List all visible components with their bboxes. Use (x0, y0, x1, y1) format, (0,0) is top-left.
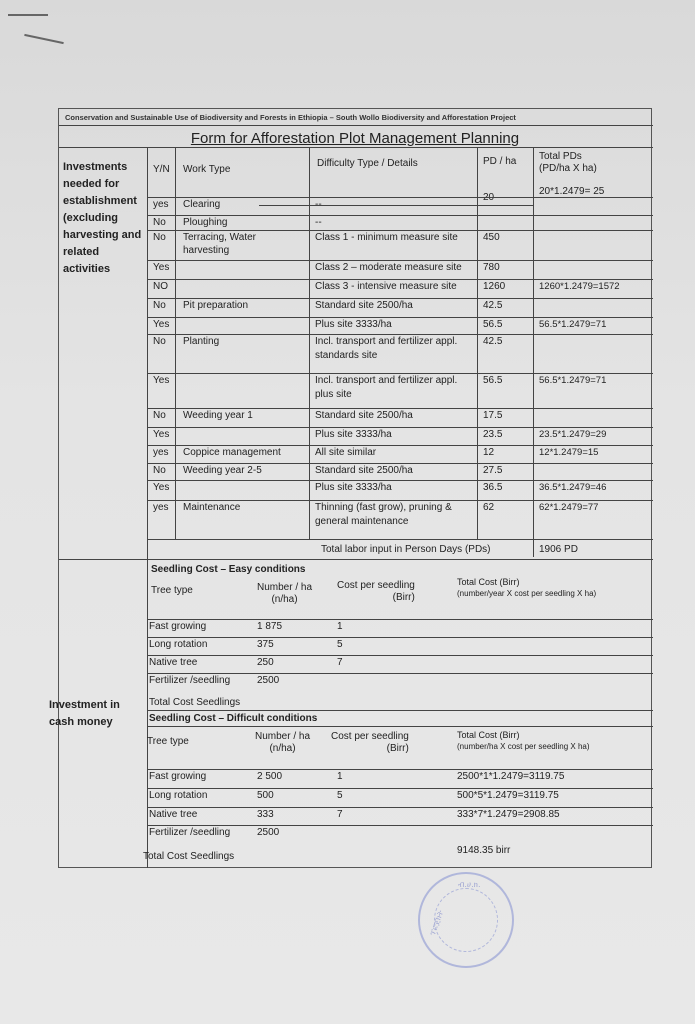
seedling-cost: 7 (337, 809, 343, 820)
rule (59, 147, 653, 148)
rule (259, 205, 533, 206)
row-work-type: Ploughing (183, 217, 228, 228)
easy-h-number: Number / ha (n/ha) (257, 582, 313, 605)
row-yn: No (153, 465, 166, 476)
seedling-type: Native tree (149, 809, 198, 820)
row-detail: Class 3 - intensive measure site (315, 281, 457, 292)
header-difficulty: Difficulty Type / Details (317, 158, 418, 169)
rule (147, 788, 653, 789)
row-detail: Standard site 2500/ha (315, 465, 413, 476)
row-pd: 36.5 (483, 482, 503, 493)
row-work-type: Coppice management (183, 447, 281, 458)
seedling-type: Fast growing (149, 621, 207, 632)
easy-total-label: Total Cost Seedlings (149, 697, 241, 708)
row-yn: No (153, 217, 166, 228)
row-yn: No (153, 232, 166, 243)
seedling-type: Native tree (149, 657, 198, 668)
pen-mark-top-left (8, 14, 48, 16)
rule (147, 408, 653, 409)
header-pd-ha: PD / ha (483, 156, 517, 167)
seedling-number: 375 (257, 639, 274, 650)
top-pd-value (483, 192, 494, 204)
seedling-type: Fast growing (149, 771, 207, 782)
seedling-number: 2500 (257, 675, 280, 686)
row-detail: -- (315, 199, 322, 210)
difficult-total-label: Total Cost Seedlings (143, 851, 235, 862)
section-cash-label: Investment in cash money (49, 699, 120, 728)
seedling-type: Long rotation (149, 639, 208, 650)
row-work-type: Planting (183, 336, 220, 347)
official-stamp: ብ.ሀ.ክ. ፕሮጀክት (418, 872, 514, 968)
row-detail: All site similar (315, 447, 377, 458)
difficult-h-number: Number / ha (n/ha) (255, 731, 311, 754)
seedling-number: 250 (257, 657, 274, 668)
row-total: 36.5*1.2479=46 (539, 482, 607, 493)
difficult-h-cost: Cost per seedling (Birr) (331, 731, 409, 754)
row-yn: Yes (153, 482, 170, 493)
row-yn: Yes (153, 429, 170, 440)
header-work-type: Work Type (183, 164, 231, 175)
form-title: Form for Afforestation Plot Management Planning (190, 130, 520, 147)
row-work-type: Pit preparation (183, 300, 249, 311)
rule (147, 279, 653, 280)
seedling-type: Long rotation (149, 790, 208, 801)
seedling-cost: 1 (337, 771, 343, 782)
row-yn: yes (153, 502, 169, 513)
row-pd: 56.5 (483, 319, 503, 330)
rule (147, 825, 653, 826)
row-work-type: Weeding year 1 (183, 410, 253, 421)
document-header: Conservation and Sustainable Use of Biodiversity and Forests in Ethiopia – South Wollo Biodiversity and Afforestation Project (65, 113, 516, 122)
difficult-title: Seedling Cost – Difficult conditions (149, 713, 318, 724)
header-total-pds: Total PDs (PD/ha X ha) (539, 151, 597, 174)
row-pd: 62 (483, 502, 495, 513)
row-detail-cont: standards site (315, 350, 378, 361)
section-investments-label: Investments needed for establishment (excluding harvesting and related activities (63, 161, 142, 275)
row-detail: Standard site 2500/ha (315, 300, 413, 311)
row-detail: Thinning (fast grow), pruning & (315, 502, 452, 513)
seedling-cost: 5 (337, 639, 343, 650)
seedling-number: 2 500 (257, 771, 283, 782)
row-work-type: Weeding year 2-5 (183, 465, 262, 476)
rule (147, 197, 653, 198)
row-detail: -- (315, 217, 322, 228)
row-pd: 1260 (483, 281, 506, 292)
top-total-pds: 20*1.2479= 25 (539, 186, 605, 197)
rule (147, 673, 653, 674)
easy-h-cost: Cost per seedling (Birr) (337, 580, 415, 603)
row-detail: Plus site 3333/ha (315, 429, 392, 440)
rule (147, 373, 653, 374)
rule (533, 539, 534, 557)
row-work-type: Terracing, Water (183, 232, 256, 243)
row-detail: Class 1 - minimum measure site (315, 232, 458, 243)
row-work-type: Maintenance (183, 502, 241, 513)
row-yn: Yes (153, 319, 170, 330)
row-total: 62*1.2479=77 (539, 502, 599, 513)
pen-mark-line (24, 34, 64, 44)
seedling-number: 500 (257, 790, 274, 801)
seedling-number: 2500 (257, 827, 280, 838)
total-labor-label: Total labor input in Person Days (PDs) (321, 544, 491, 555)
rule (147, 637, 653, 638)
row-pd: 450 (483, 232, 500, 243)
rule (147, 317, 653, 318)
rule (147, 539, 653, 540)
row-total: 23.5*1.2479=29 (539, 429, 607, 440)
row-total: 56.5*1.2479=71 (539, 319, 607, 330)
seedling-total: 333*7*1.2479=2908.85 (457, 809, 560, 820)
rule (59, 125, 653, 126)
rule (147, 710, 653, 711)
rule (147, 726, 653, 727)
difficult-total-value: 9148.35 birr (457, 845, 511, 856)
difficult-h-total: Total Cost (Birr) (number/ha X cost per seedling X ha) (457, 730, 590, 751)
row-work-type-cont: harvesting (183, 245, 230, 256)
row-yn: NO (153, 281, 168, 292)
rule (147, 769, 653, 770)
row-yn: No (153, 336, 166, 347)
row-detail: Incl. transport and fertilizer appl. (315, 375, 458, 386)
document-sheet (49, 108, 652, 868)
rule (147, 230, 653, 231)
seedling-type: Fertilizer /seedling (149, 827, 231, 838)
seedling-total: 2500*1*1.2479=3119.75 (457, 771, 565, 782)
row-total: 56.5*1.2479=71 (539, 375, 607, 386)
row-detail: Incl. transport and fertilizer appl. (315, 336, 458, 347)
easy-h-tree: Tree type (151, 585, 193, 596)
row-yn: Yes (153, 375, 170, 386)
row-yn: yes (153, 199, 169, 210)
row-detail: Class 2 – moderate measure site (315, 262, 462, 273)
easy-h-total: Total Cost (Birr) (number/year X cost per seedling X ha) (457, 577, 597, 598)
seedling-total: 500*5*1.2479=3119.75 (457, 790, 559, 801)
row-detail: Plus site 3333/ha (315, 319, 392, 330)
seedling-cost: 5 (337, 790, 343, 801)
row-detail-cont: plus site (315, 389, 352, 400)
row-pd: 17.5 (483, 410, 503, 421)
rule (147, 445, 653, 446)
row-yn: No (153, 410, 166, 421)
row-pd: 780 (483, 262, 500, 273)
rule (147, 215, 653, 216)
row-total: 1260*1.2479=1572 (539, 281, 620, 292)
seedling-number: 1 875 (257, 621, 283, 632)
seedling-number: 333 (257, 809, 274, 820)
rule (147, 147, 148, 868)
rule (147, 463, 653, 464)
row-detail-cont: general maintenance (315, 516, 409, 527)
row-yn: No (153, 300, 166, 311)
rule (147, 480, 653, 481)
rule (59, 559, 653, 560)
row-yn: yes (153, 447, 169, 458)
seedling-type: Fertilizer /seedling (149, 675, 231, 686)
seedling-cost: 7 (337, 657, 343, 668)
rule (147, 655, 653, 656)
rule (147, 500, 653, 501)
row-pd: 12 (483, 447, 495, 458)
rule (147, 298, 653, 299)
rule (147, 807, 653, 808)
seedling-cost: 1 (337, 621, 343, 632)
row-pd: 42.5 (483, 300, 503, 311)
rule (147, 260, 653, 261)
difficult-h-tree: Tree type (147, 736, 189, 747)
row-pd: 42.5 (483, 336, 503, 347)
rule (147, 427, 653, 428)
row-work-type: Clearing (183, 199, 221, 210)
rule (147, 334, 653, 335)
row-total: 12*1.2479=15 (539, 447, 599, 458)
row-detail: Standard site 2500/ha (315, 410, 413, 421)
row-pd: 23.5 (483, 429, 503, 440)
rule (147, 619, 653, 620)
total-labor-value: 1906 PD (539, 544, 578, 555)
easy-title: Seedling Cost – Easy conditions (151, 564, 306, 575)
header-yn: Y/N (153, 164, 170, 175)
row-pd: 56.5 (483, 375, 503, 386)
row-pd: 27.5 (483, 465, 503, 476)
row-detail: Plus site 3333/ha (315, 482, 392, 493)
row-yn: Yes (153, 262, 170, 273)
